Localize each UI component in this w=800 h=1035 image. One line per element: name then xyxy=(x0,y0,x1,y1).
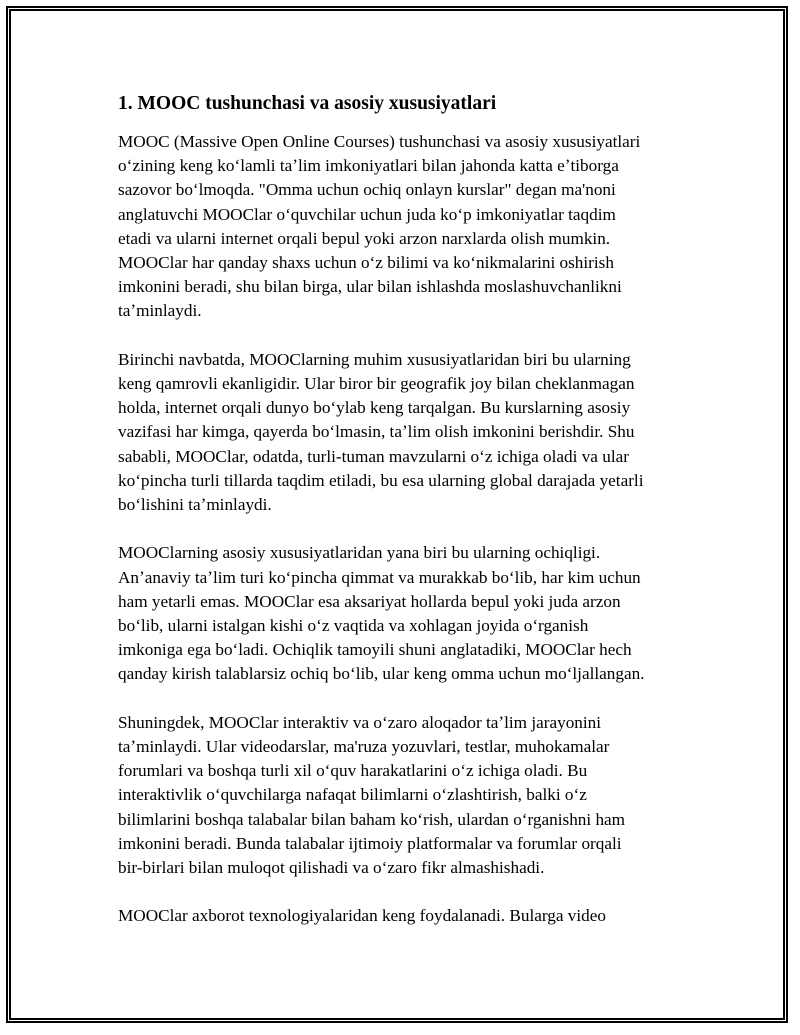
paragraph-line: boʻlishini taʼminlaydi. xyxy=(118,495,272,515)
paragraph-line: imkonini beradi, shu bilan birga, ular bilan ishlashda moslashuvchanlikni xyxy=(118,277,622,297)
paragraph-line: holda, internet orqali dunyo boʻylab keng tarqalgan. Bu kurslarning asosiy xyxy=(118,398,631,418)
paragraph-line: qanday kirish talablarsiz ochiq boʻlib, ular keng omma uchun moʻljallangan. xyxy=(118,664,645,684)
paragraph-line: keng qamrovli ekanligidir. Ular biror bir geografik joy bilan cheklanmagan xyxy=(118,374,635,394)
paragraph-line: anglatuvchi MOOClar oʻquvchilar uchun juda koʻp imkoniyatlar taqdim xyxy=(118,204,616,224)
paragraph-line: sazovor boʻlmoqda. "Omma uchun ochiq onlayn kurslar" degan ma'noni xyxy=(118,180,616,200)
paragraph-line: imkoniga ega boʻladi. Ochiqlik tamoyili shuni anglatadiki, MOOClar hech xyxy=(118,640,632,660)
paragraph-line: ham yetarli emas. MOOClar esa aksariyat hollarda bepul yoki juda arzon xyxy=(118,591,621,611)
paragraph-line: koʻpincha turli tillarda taqdim etiladi, bu esa ularning global darajada yetarli xyxy=(118,470,644,490)
paragraph-line: bilimlarini boshqa talabalar bilan baham koʻrish, ulardan oʻrganishni ham xyxy=(118,809,626,829)
paragraph xyxy=(118,541,698,686)
paragraph xyxy=(118,711,698,880)
paragraph-line: MOOClarning asosiy xususiyatlaridan yana biri bu ularning ochiqligi. xyxy=(118,543,601,563)
paragraph-line: Anʼanaviy taʼlim turi koʻpincha qimmat va murakkab boʻlib, har kim uchun xyxy=(118,567,641,587)
paragraph-line: imkonini beradi. Bunda talabalar ijtimoiy platformalar va forumlar orqali xyxy=(118,833,622,853)
paragraph-list xyxy=(118,130,698,929)
paragraph-line: interaktivlik oʻquvchilarga nafaqat bilimlarni oʻzlashtirish, balki oʻz xyxy=(118,785,587,805)
document-body xyxy=(118,92,698,953)
paragraph-line: forumlari va boshqa turli xil oʻquv harakatlarini oʻz ichiga oladi. Bu xyxy=(118,761,588,781)
paragraph xyxy=(118,904,698,928)
paragraph-line: taʼminlaydi. Ular videodarslar, ma'ruza yozuvlari, testlar, muhokamalar xyxy=(118,737,610,757)
paragraph-line: bir-birlari bilan muloqot qilishadi va oʻzaro fikr almashishadi. xyxy=(118,858,545,878)
paragraph xyxy=(118,130,698,324)
paragraph-line: MOOClar har qanday shaxs uchun oʻz bilimi va koʻnikmalarini oshirish xyxy=(118,253,614,273)
paragraph xyxy=(118,348,698,517)
paragraph-line: Birinchi navbatda, MOOClarning muhim xususiyatlaridan biri bu ularning xyxy=(118,349,631,369)
paragraph-line: boʻlib, ularni istalgan kishi oʻz vaqtida va xohlagan joyida oʻrganish xyxy=(118,616,589,636)
paragraph-line: taʼminlaydi. xyxy=(118,301,202,321)
section-heading: 1. MOOC tushunchasi va asosiy xususiyatlari xyxy=(118,93,497,114)
paragraph-line: vazifasi har kimga, qayerda boʻlmasin, taʼlim olish imkonini berishdir. Shu xyxy=(118,422,635,442)
paragraph-line: MOOC (Massive Open Online Courses) tushunchasi va asosiy xususiyatlari xyxy=(118,132,641,151)
paragraph-line: Shuningdek, MOOClar interaktiv va oʻzaro aloqador taʼlim jarayonini xyxy=(118,712,602,732)
paragraph-line: sababli, MOOClar, odatda, turli-tuman mavzularni oʻz ichiga oladi va ular xyxy=(118,446,629,466)
paragraph-line: oʻzining keng koʻlamli taʼlim imkoniyatlari bilan jahonda katta eʼtiborga xyxy=(118,156,619,176)
paragraph-line: MOOClar axborot texnologiyalaridan keng foydalanadi. Bularga video xyxy=(118,906,606,926)
paragraph-line: etadi va ularni internet orqali bepul yoki arzon narxlarda olish mumkin. xyxy=(118,228,611,248)
